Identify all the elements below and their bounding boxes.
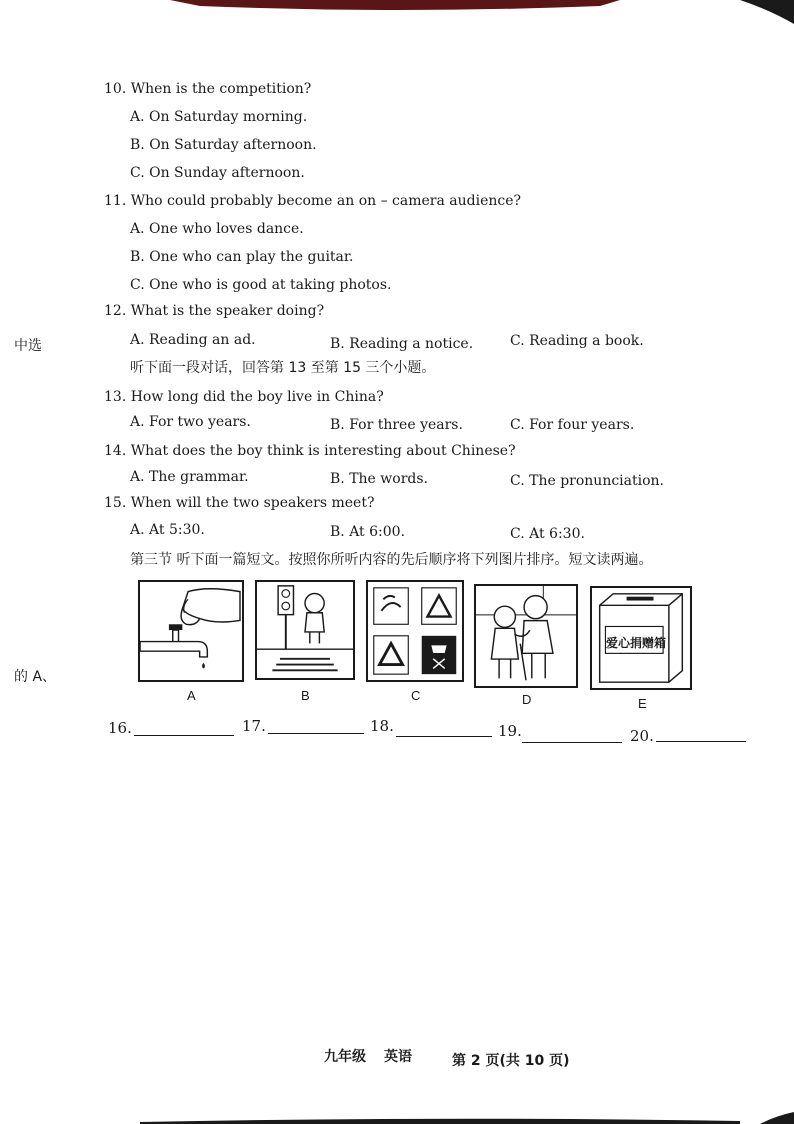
question-14-stem: 14. What does the boy think is interesting about Chinese? — [104, 443, 516, 459]
picture-e — [590, 586, 692, 690]
question-12-stem: 12. What is the speaker doing? — [104, 303, 325, 319]
answer-17-number: 17. — [242, 717, 266, 735]
dripping-tap-icon — [140, 582, 242, 680]
picture-a-label: A — [187, 688, 196, 703]
question-14-option-c: C. The pronunciation. — [510, 473, 664, 489]
question-14-option-a: A. The grammar. — [130, 469, 249, 485]
question-10-stem: 10. When is the competition? — [104, 81, 312, 97]
question-11-option-c: C. One who is good at taking photos. — [130, 277, 392, 293]
question-10-option-b: B. On Saturday afternoon. — [130, 137, 317, 153]
question-13-option-b: B. For three years. — [330, 417, 463, 433]
footer-page: 第 2 页(共 10 页) — [452, 1053, 570, 1069]
question-10-option-c: C. On Sunday afternoon. — [130, 165, 305, 181]
margin-mark-bottom: 的 A、 — [14, 669, 57, 685]
picture-d — [474, 584, 578, 688]
answer-18-number: 18. — [370, 717, 394, 735]
scan-edge-top — [0, 0, 794, 24]
question-15-option-b: B. At 6:00. — [330, 524, 406, 540]
picture-d-label: D — [522, 692, 532, 707]
helping-elderly-icon — [476, 586, 576, 686]
question-15-option-c: C. At 6:30. — [510, 526, 585, 542]
picture-c — [366, 580, 464, 682]
answer-20-blank[interactable] — [656, 741, 746, 742]
question-13-option-c: C. For four years. — [510, 417, 635, 433]
question-13-stem: 13. How long did the boy live in China? — [104, 389, 384, 405]
question-15-option-a: A. At 5:30. — [130, 522, 205, 538]
margin-mark-top: 中选 — [14, 338, 42, 354]
question-12-option-b: B. Reading a notice. — [330, 336, 474, 352]
picture-a — [138, 580, 244, 682]
question-11-option-a: A. One who loves dance. — [130, 221, 304, 237]
answer-16-blank[interactable] — [134, 735, 234, 736]
question-11-stem: 11. Who could probably become an on – camera audience? — [104, 193, 522, 209]
question-10-option-a: A. On Saturday morning. — [130, 109, 308, 125]
question-14-option-b: B. The words. — [330, 471, 428, 487]
scan-edge-bottom — [0, 1104, 794, 1124]
answer-19-blank[interactable] — [522, 742, 622, 743]
question-11-option-b: B. One who can play the guitar. — [130, 249, 354, 265]
footer-subject: 英语 — [384, 1049, 412, 1065]
question-12-option-a: A. Reading an ad. — [130, 332, 256, 348]
answer-19-number: 19. — [498, 722, 522, 740]
question-12-option-c: C. Reading a book. — [510, 333, 644, 349]
question-13-option-a: A. For two years. — [130, 414, 251, 430]
answer-17-blank[interactable] — [268, 733, 364, 734]
answer-18-blank[interactable] — [396, 736, 492, 737]
recycling-signs-icon — [368, 582, 462, 680]
picture-c-label: C — [411, 688, 421, 703]
picture-b — [255, 580, 355, 680]
dialogue-instruction: 听下面一段对话，回答第 13 至第 15 三个小题。 — [130, 360, 436, 376]
traffic-light-crossing-icon — [257, 582, 353, 678]
question-15-stem: 15. When will the two speakers meet? — [104, 495, 375, 511]
answer-20-number: 20. — [630, 727, 654, 745]
answer-16-number: 16. — [108, 719, 132, 737]
section3-instruction: 第三节 听下面一篇短文。按照你所听内容的先后顺序将下列图片排序。短文读两遍。 — [130, 552, 653, 568]
picture-e-label: E — [638, 696, 647, 711]
footer-grade: 九年级 — [324, 1049, 366, 1065]
donation-box-text: 爱心捐赠箱 — [606, 636, 667, 650]
picture-b-label: B — [301, 688, 310, 703]
